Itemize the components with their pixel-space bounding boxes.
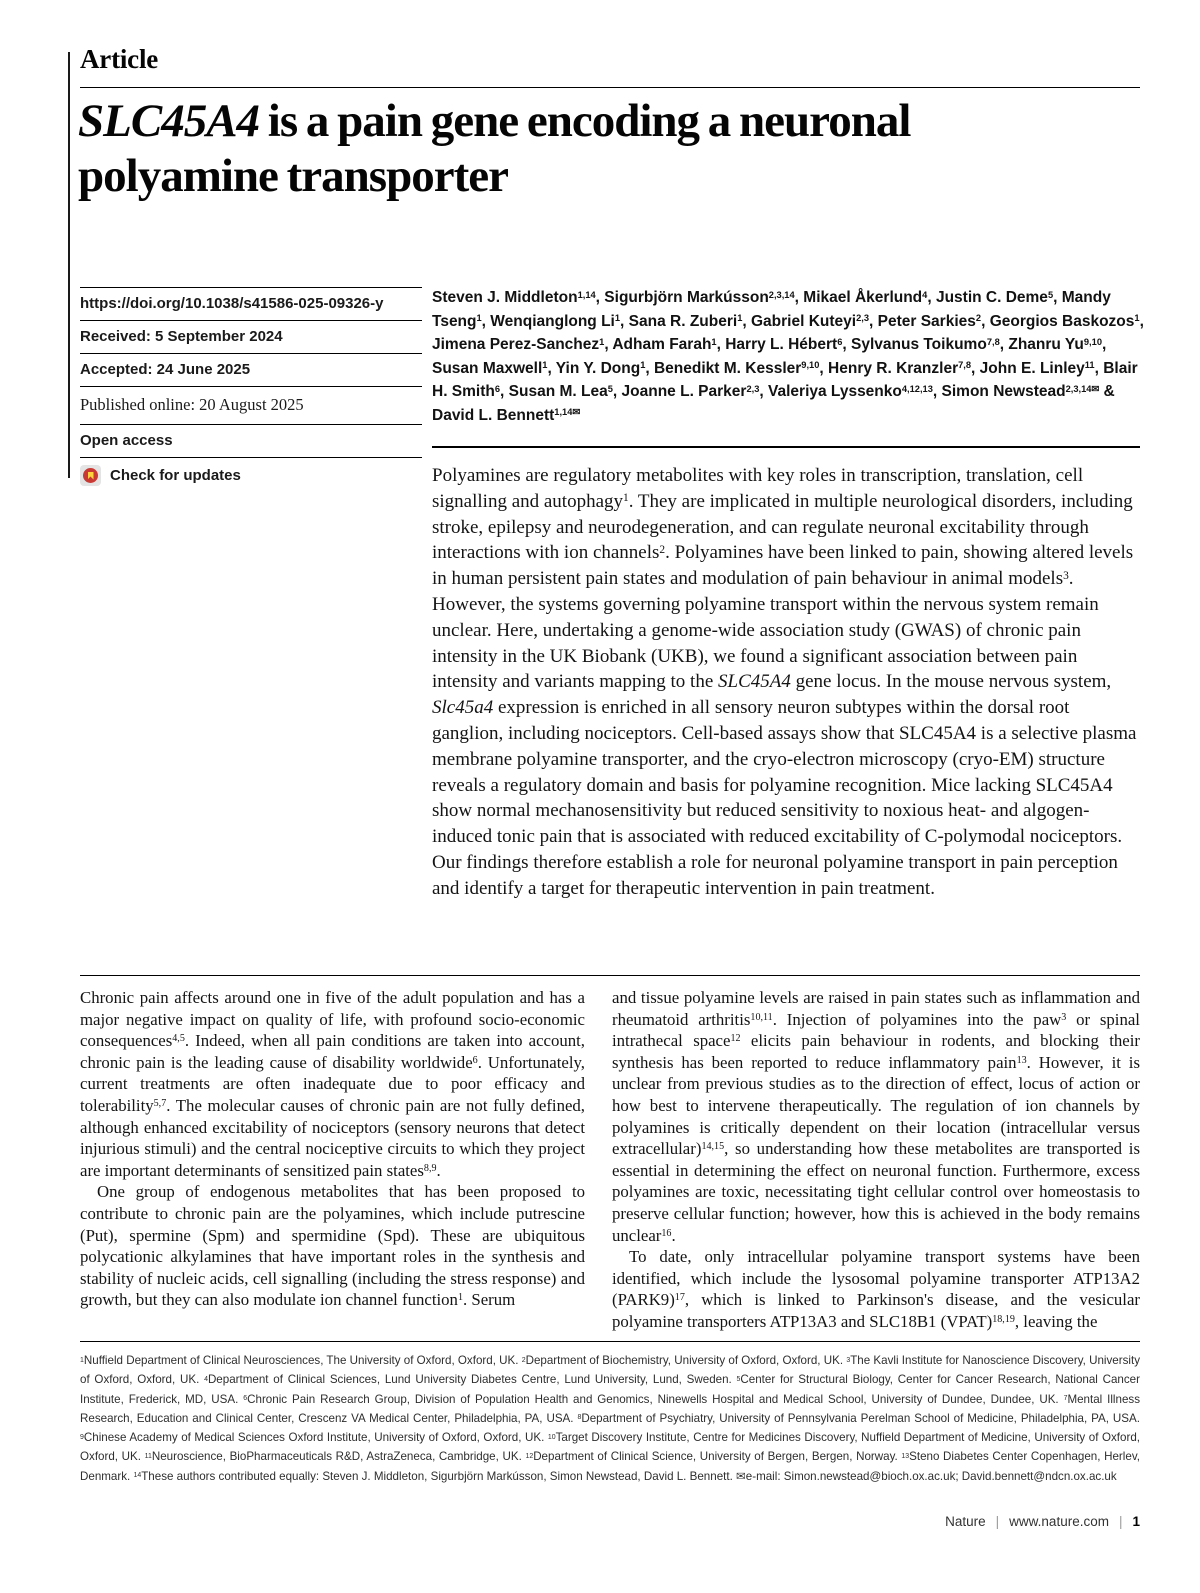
author: Blair H. Smith$^6$ — [432, 359, 1138, 400]
author: Henry R. Kranzler$^{7,8}$ — [828, 359, 972, 377]
article-kicker: Article — [80, 44, 159, 74]
author: Sana R. Zuberi$^1$ — [628, 312, 743, 330]
affiliations-footnotes: $^1$Nuffield Department of Clinical Neurosciences, The University of Oxford, Oxford, UK. $^2$Department of Biochemistry, University of Oxford, Oxford, UK. $^3$The Kavli Institute for Nanoscience Discovery, University of Oxford, Oxford, UK. $^4$Department of Clinical Sciences, Lund University Diabetes Centre, Lund University, Lund, Sweden. $^5$Center for Structural Biology, Center for Cancer Research, National Cancer Institute, Frederick, MD, USA. $^6$Chronic Pain Research Group, Division of Population Health and Genomics, Ninewells Hospital and Medical School, University of Dundee, Dundee, UK. $^7$Mental Illness Research, Education and Clinical Center, Crescenz VA Medical Center, Philadelphia, PA, USA. $^8$Department of Psychiatry, University of Pennsylvania Perelman School of Medicine, Philadelphia, PA, USA. $^9$Chinese Academy of Medical Sciences Oxford Institute, University of Oxford, Oxford, UK. $^{10}$Target Discovery Institute, Centre for Medicines Discovery, Nuffield Department of Medicine, University of Oxford, Oxford, UK. $^{11}$Neuroscience, BioPharmaceuticals R&D, AstraZeneca, Cambridge, UK. $^{12}$Department of Clinical Science, University of Bergen, Bergen, Norway. $^{13}$Steno Diabetes Center Copenhagen, Herlev, Denmark. $^{14}$These authors contributed equally: Steven J. Middleton, Sigurbjörn Markússon, Simon Newstead, David L. Bennett. ✉e-mail: Simon.newstead@bioch.ox.ac.uk; David.bennett@ndcn.ox.ac.uk — [80, 1354, 1140, 1483]
author: Steven J. Middleton$^{1,14}$ — [432, 289, 596, 306]
doi-link[interactable]: https://doi.org/10.1038/s41586-025-09326-y — [80, 287, 422, 320]
left-margin-rule — [68, 52, 70, 478]
author: David L. Bennett$^{1,14✉}$ — [432, 406, 581, 424]
check-for-updates-button[interactable] — [80, 457, 422, 494]
accepted-date: Accepted: 24 June 2025 — [80, 353, 422, 386]
received-date: Received: 5 September 2024 — [80, 320, 422, 353]
author: Wenqianglong Li$^1$ — [490, 312, 621, 330]
article-meta-panel — [80, 287, 422, 494]
page-title — [78, 94, 1148, 203]
author: Susan Maxwell$^1$ — [432, 359, 548, 377]
author: Joanne L. Parker$^{2,3}$ — [621, 383, 760, 400]
footer-separator: | — [1118, 1514, 1123, 1529]
page-number: 1 — [1132, 1514, 1140, 1529]
author: Sigurbjörn Markússon$^{2,3,14}$ — [604, 289, 795, 306]
body-paragraph: To date, only intracellular polyamine transport systems have been identified, which include the lysosomal polyamine transporter ATP13A2 (PARK9)$^{17}$, which is linked to Parkinson's disease, and the vesicular polyamine transporters ATP13A3 and SLC18B1 (VPAT)$^{18,19}$, leaving the — [612, 1247, 1140, 1331]
kicker-divider — [80, 87, 1140, 88]
crossmark-icon — [80, 465, 101, 486]
author: Susan M. Lea$^5$ — [508, 383, 613, 400]
author: Sylvanus Toikumo$^{7,8}$ — [851, 336, 1000, 353]
body-top-divider — [80, 975, 1140, 976]
author: Zhanru Yu$^{9,10}$ — [1008, 336, 1102, 353]
author: Benedikt M. Kessler$^{9,10}$ — [653, 359, 820, 377]
author: Adham Farah$^1$ — [612, 336, 717, 353]
author: Peter Sarkies$^2$ — [877, 312, 982, 330]
body-column-right — [612, 987, 1140, 1333]
journal-url[interactable]: www.nature.com — [1009, 1514, 1109, 1529]
author: Gabriel Kuteyi$^{2,3}$ — [750, 312, 870, 330]
author: Jimena Perez-Sanchez$^1$ — [432, 336, 605, 353]
journal-name: Nature — [945, 1514, 986, 1529]
page-footer — [945, 1514, 1140, 1529]
published-date: Published online: 20 August 2025 — [80, 386, 422, 424]
title-gene-name: SLC45A4 — [78, 95, 260, 147]
check-for-updates-label: Check for updates — [110, 467, 241, 484]
author: John E. Linley$^{11}$ — [979, 359, 1095, 377]
footnotes-divider — [80, 1341, 1140, 1342]
author: Mikael Åkerlund$^4$ — [803, 289, 928, 306]
author: Justin C. Deme$^5$ — [935, 289, 1054, 306]
author: Yin Y. Dong$^1$ — [555, 359, 646, 377]
author: Valeriya Lyssenko$^{4,12,13}$ — [768, 383, 933, 400]
open-access-label: Open access — [80, 424, 422, 457]
title-line1-rest: is a pain gene encoding a neuronal — [259, 95, 911, 147]
author-list: Steven J. Middleton$^{1,14}$, Sigurbjörn Markússon$^{2,3,14}$, Mikael Åkerlund$^4$, Justin C. Deme$^5$, Mandy Tseng$^1$, Wenqianglong Li$^1$, Sana R. Zuberi$^1$, Gabriel Kuteyi$^{2,3}$, Peter Sarkies$^2$, Georgios Baskozos$^1$, Jimena Perez-Sanchez$^1$, Adham Farah$^1$, Harry L. Hébert$^6$, Sylvanus Toikumo$^{7,8}$, Zhanru Yu$^{9,10}$, Susan Maxwell$^1$, Yin Y. Dong$^1$, Benedikt M. Kessler$^{9,10}$, Henry R. Kranzler$^{7,8}$, John E. Linley$^{11}$, Blair H. Smith$^6$, Susan M. Lea$^5$, Joanne L. Parker$^{2,3}$, Valeriya Lyssenko$^{4,12,13}$, Simon Newstead$^{2,3,14✉}$ & David L. Bennett$^{1,14✉}$ — [432, 289, 1144, 424]
body-paragraph: Chronic pain affects around one in five of the adult population and has a major negative impact on quality of life, with profound socio-economic consequences$^{4,5}$. Indeed, when all pain conditions are taken into account, chronic pain is the leading cause of disability worldwide$^6$. Unfortunately, current treatments are often inadequate due to poor efficacy and tolerability$^{5,7}$. The molecular causes of chronic pain are not fully defined, although enhanced excitability of nociceptors (sensory neurons that detect injurious stimuli) and the central nociceptive circuits to which they project are important determinants of sensitized pain states$^{8,9}$. — [80, 988, 585, 1180]
author: Georgios Baskozos$^1$ — [989, 312, 1140, 330]
abstract-text: Polyamines are regulatory metabolites with key roles in transcription, translation, cell signalling and autophagy$^1$. They are implicated in multiple neurological disorders, including stroke, epilepsy and neurodegeneration, and can regulate neuronal excitability through interactions with ion channels$^2$. Polyamines have been linked to pain, showing altered levels in human persistent pain states and modulation of pain behaviour in animal models$^3$. However, the systems governing polyamine transport within the nervous system remain unclear. Here, undertaking a genome-wide association study (GWAS) of chronic pain intensity in the UK Biobank (UKB), we found a significant association between pain intensity and variants mapping to the SLC45A4 gene locus. In the mouse nervous system, Slc45a4 expression is enriched in all sensory neuron subtypes within the dorsal root ganglion, including nociceptors. Cell-based assays show that SLC45A4 is a selective plasma membrane polyamine transporter, and the cryo-electron microscopy (cryo-EM) structure reveals a regulatory domain and basis for polyamine recognition. Mice lacking SLC45A4 show normal mechanosensitivity but reduced sensitivity to noxious heat- and algogen-induced tonic pain that is associated with reduced excitability of C-polymodal nociceptors. Our findings therefore establish a role for neuronal polyamine transport in pain perception and identify a target for therapeutic intervention in pain treatment. — [432, 446, 1140, 902]
body-columns — [80, 987, 1140, 1333]
title-line2: polyamine transporter — [78, 149, 508, 202]
body-paragraph: One group of endogenous metabolites that has been proposed to contribute to chronic pain are the polyamines, which include putrescine (Put), spermine (Spm) and spermidine (Spd). These are ubiquitous polycationic alkylamines that have important roles in the synthesis and stability of nucleic acids, cell signalling (including the stress response) and growth, but they can also modulate ion channel function$^1$. Serum — [80, 1182, 585, 1310]
body-paragraph: and tissue polyamine levels are raised in pain states such as inflammation and rheumatoid arthritis$^{10,11}$. Injection of polyamines into the paw$^3$ or spinal intrathecal space$^{12}$ elicits pain behaviour in rodents, and blocking their synthesis has been reported to reduce inflammatory pain$^{13}$. However, it is unclear from previous studies as to the direction of effect, locus of action or how best to intervene therapeutically. The regulation of ion channels by polyamines is critically dependent on their location (intracellular versus extracellular)$^{14,15}$, so understanding how these metabolites are transported is essential in determining the effect on neuronal function. Furthermore, excess polyamines are toxic, necessitating tight cellular control over homeostasis to preserve cellular function; however, how this is achieved in the body remains unclear$^{16}$. — [612, 988, 1141, 1245]
footer-separator: | — [995, 1514, 1000, 1529]
author: Harry L. Hébert$^6$ — [725, 336, 843, 353]
author: Mandy Tseng$^1$ — [432, 289, 1111, 330]
body-column-left — [80, 987, 585, 1333]
author: Simon Newstead$^{2,3,14✉}$ — [941, 383, 1100, 400]
